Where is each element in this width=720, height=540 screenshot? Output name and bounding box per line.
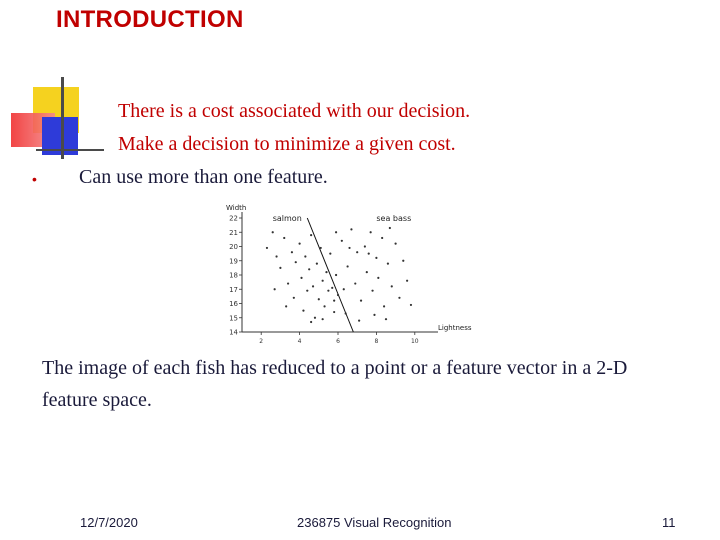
footer-course: 236875 Visual Recognition — [297, 515, 452, 530]
salmon-point — [272, 231, 274, 233]
slide-title: INTRODUCTION — [56, 6, 244, 33]
salmon-label: salmon — [272, 213, 302, 223]
sea-bass-point — [410, 304, 412, 306]
sea-bass-point — [402, 260, 404, 262]
x-axis-label: Lightness — [438, 324, 472, 332]
bullet-marker: • — [32, 171, 37, 187]
salmon-point — [310, 321, 312, 323]
decision-boundary-line — [307, 218, 353, 332]
sea-bass-point — [406, 280, 408, 282]
salmon-point — [331, 287, 333, 289]
salmon-point — [275, 255, 277, 257]
sea-bass-point — [343, 288, 345, 290]
scatter-plot — [212, 198, 472, 348]
sea-bass-point — [395, 243, 397, 245]
salmon-point — [287, 282, 289, 284]
salmon-point — [274, 288, 276, 290]
x-tick-label: 2 — [259, 338, 264, 345]
salmon-point — [293, 297, 295, 299]
y-axis-label: Width — [226, 204, 247, 212]
salmon-point — [325, 271, 327, 273]
sea-bass-point — [389, 227, 391, 229]
salmon-point — [300, 277, 302, 279]
salmon-point — [323, 305, 325, 307]
salmon-point — [302, 310, 304, 312]
text-line-cost: There is a cost associated with our decision. — [118, 100, 471, 122]
salmon-point — [304, 255, 306, 257]
sea-bass-point — [347, 265, 349, 267]
x-tick-label: 10 — [410, 338, 419, 345]
sea-bass-point — [377, 277, 379, 279]
salmon-point — [306, 290, 308, 292]
salmon-point — [318, 298, 320, 300]
sea-bass-point — [381, 237, 383, 239]
y-tick-label: 15 — [229, 314, 238, 323]
salmon-point — [310, 234, 312, 236]
salmon-point — [327, 290, 329, 292]
sea-bass-point — [370, 231, 372, 233]
salmon-point — [285, 305, 287, 307]
x-tick-label: 4 — [297, 338, 302, 345]
sea-bass-point — [341, 240, 343, 242]
sea-bass-point — [383, 305, 385, 307]
salmon-point — [320, 247, 322, 249]
y-tick-label: 18 — [229, 271, 238, 280]
body-paragraph: The image of each fish has reduced to a point or a feature vector in a 2-D feature space. — [42, 357, 628, 411]
salmon-point — [314, 317, 316, 319]
x-tick-label: 8 — [374, 338, 379, 345]
sea-bass-point — [354, 282, 356, 284]
sea-bass-point — [335, 231, 337, 233]
text-line-features: Can use more than one feature. — [79, 166, 328, 188]
sea-bass-point — [364, 245, 366, 247]
sea-bass-point — [373, 314, 375, 316]
salmon-point — [322, 280, 324, 282]
y-tick-label: 21 — [229, 228, 238, 237]
salmon-point — [291, 251, 293, 253]
salmon-point — [322, 318, 324, 320]
sea-bass-label: sea bass — [376, 213, 412, 223]
vertical-rule — [61, 77, 64, 159]
sea-bass-point — [358, 320, 360, 322]
sea-bass-point — [350, 228, 352, 230]
salmon-point — [283, 237, 285, 239]
sea-bass-point — [371, 290, 373, 292]
salmon-point — [333, 311, 335, 313]
sea-bass-point — [398, 297, 400, 299]
sea-bass-point — [348, 247, 350, 249]
sea-bass-point — [356, 251, 358, 253]
footer-date: 12/7/2020 — [80, 515, 138, 530]
salmon-point — [299, 243, 301, 245]
sea-bass-point — [391, 285, 393, 287]
y-tick-label: 14 — [229, 328, 238, 337]
sea-bass-point — [385, 318, 387, 320]
y-tick-label: 19 — [229, 257, 238, 266]
salmon-point — [312, 285, 314, 287]
sea-bass-point — [345, 312, 347, 314]
salmon-point — [333, 300, 335, 302]
x-tick-label: 6 — [336, 338, 340, 345]
salmon-point — [335, 274, 337, 276]
y-tick-label: 17 — [229, 285, 238, 294]
y-tick-label: 22 — [229, 214, 238, 223]
y-tick-label: 16 — [229, 300, 238, 308]
plot-points — [266, 227, 412, 323]
plot-axes — [229, 212, 438, 345]
salmon-point — [295, 261, 297, 263]
text-line-minimize: Make a decision to minimize a given cost. — [118, 133, 456, 155]
salmon-point — [279, 267, 281, 269]
horizontal-rule — [36, 149, 104, 151]
sea-bass-point — [375, 257, 377, 259]
sea-bass-point — [387, 263, 389, 265]
sea-bass-point — [360, 300, 362, 302]
salmon-point — [266, 247, 268, 249]
salmon-point — [308, 268, 310, 270]
salmon-point — [337, 294, 339, 296]
sea-bass-point — [368, 253, 370, 255]
y-tick-label: 20 — [229, 243, 238, 251]
salmon-point — [316, 263, 318, 265]
salmon-point — [329, 253, 331, 255]
sea-bass-point — [366, 271, 368, 273]
footer-page-number: 11 — [662, 515, 676, 530]
